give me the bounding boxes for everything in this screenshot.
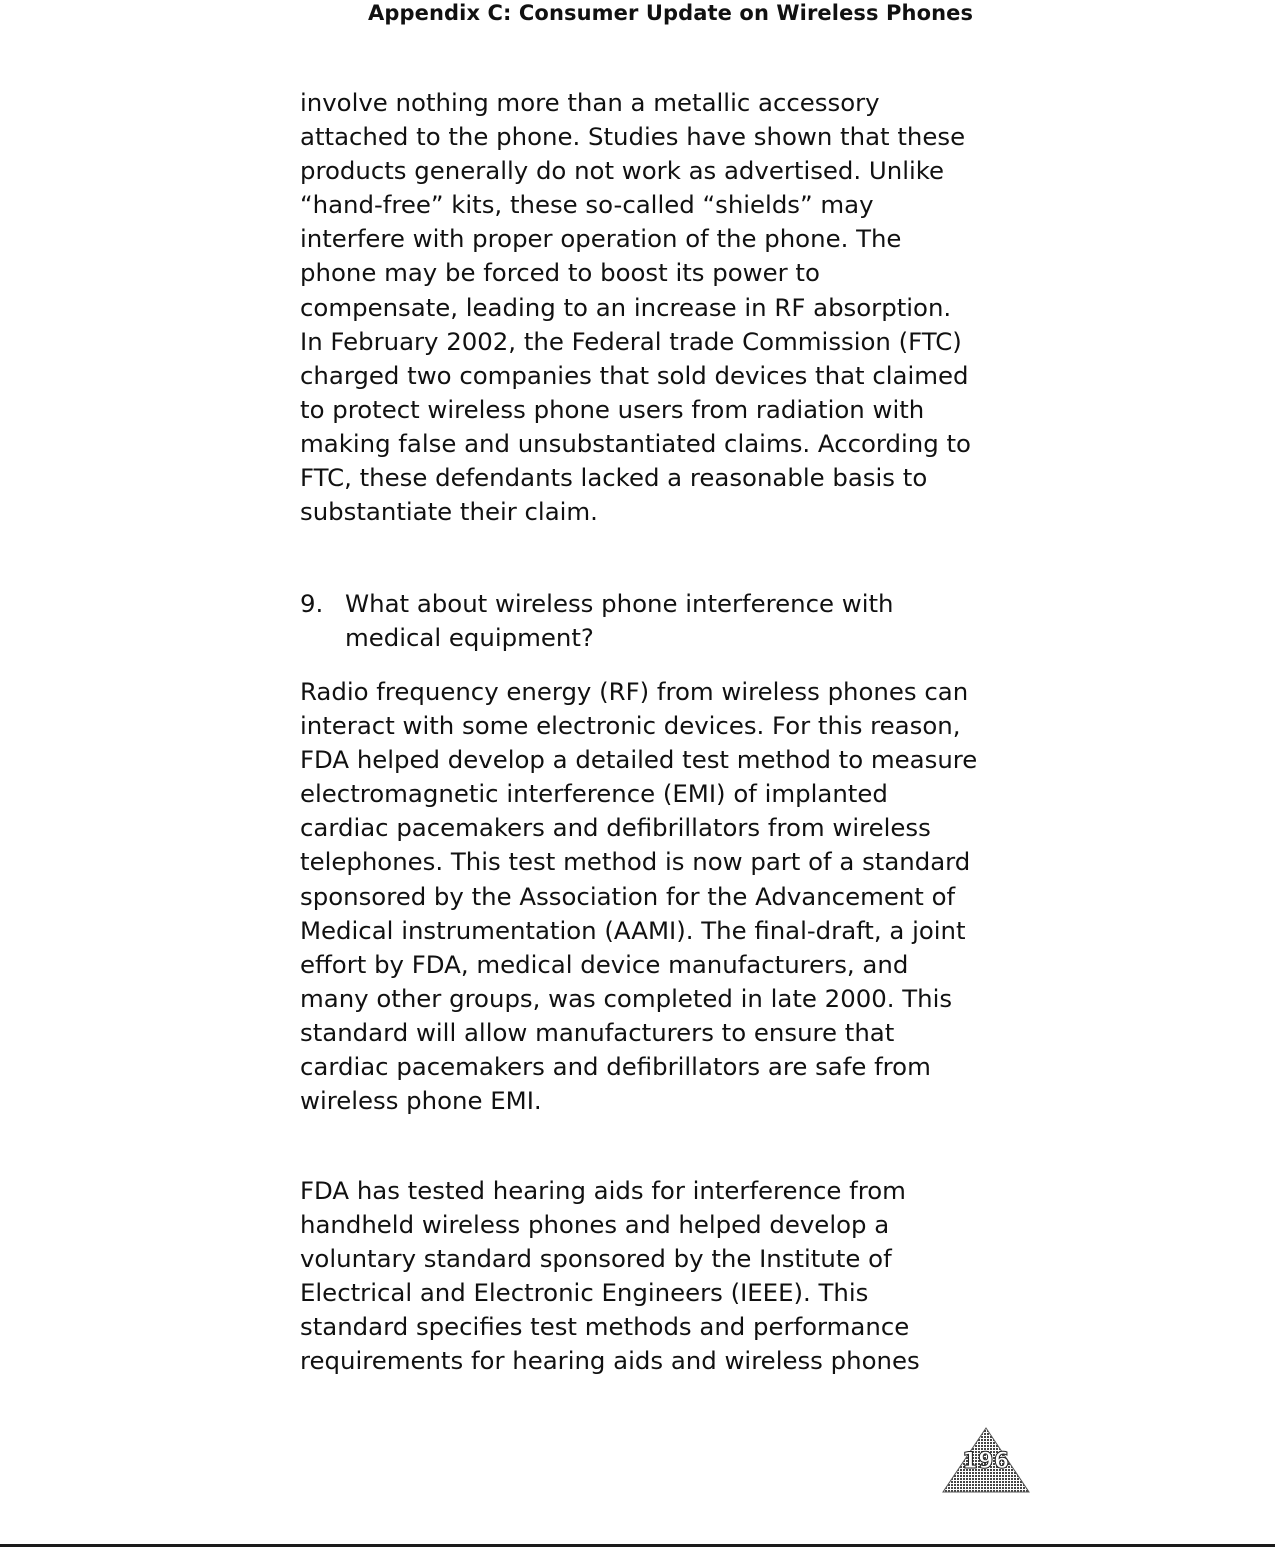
question-number: 9. — [300, 589, 324, 618]
question-item — [300, 587, 980, 655]
page-number: 196 — [962, 1449, 1010, 1474]
question-text: What about wireless phone interference with medical equipment? — [345, 589, 894, 653]
paragraph-continued: involve nothing more than a metallic accessory attached to the phone. Studies have shown that these products generally do not work as advertised. Unlike “hand-free” kits, these so-called “shields” may interfere with proper operation of the phone. The phone may be forced to boost its power to compensate, leading to an increase in RF absorption. In February 2002, the Federal trade Commission (FTC) charged two companies that sold devices that claimed to protect wireless phone users from radiation with making false and unsubstantiated claims. According to FTC, these defendants lacked a reasonable basis to substantiate their claim. — [300, 88, 971, 527]
paragraph-hearing-aids: FDA has tested hearing aids for interference from handheld wireless phones and helped develop a voluntary standard sponsored by the Institute of Electrical and Electronic Engineers (IEEE). This standard specifies test methods and performance requirements for hearing aids and wireless phones — [300, 1176, 920, 1376]
bottom-divider — [0, 1544, 1275, 1547]
running-header: Appendix C: Consumer Update on Wireless Phones — [368, 1, 974, 25]
paragraph-rf-medical-devices: Radio frequency energy (RF) from wireless phones can interact with some electronic devices. For this reason, FDA helped develop a detailed test method to measure electromagnetic interference (EMI) of implanted cardiac pacemakers and defibrillators from wireless telephones. This test method is now part of a standard sponsored by the Association for the Advancement of Medical instrumentation (AAMI). The final-draft, a joint effort by FDA, medical device manufacturers, and many other groups, was completed in late 2000. This standard will allow manufacturers to ensure that cardiac pacemakers and defibrillators are safe from wireless phone EMI. — [300, 677, 978, 1116]
